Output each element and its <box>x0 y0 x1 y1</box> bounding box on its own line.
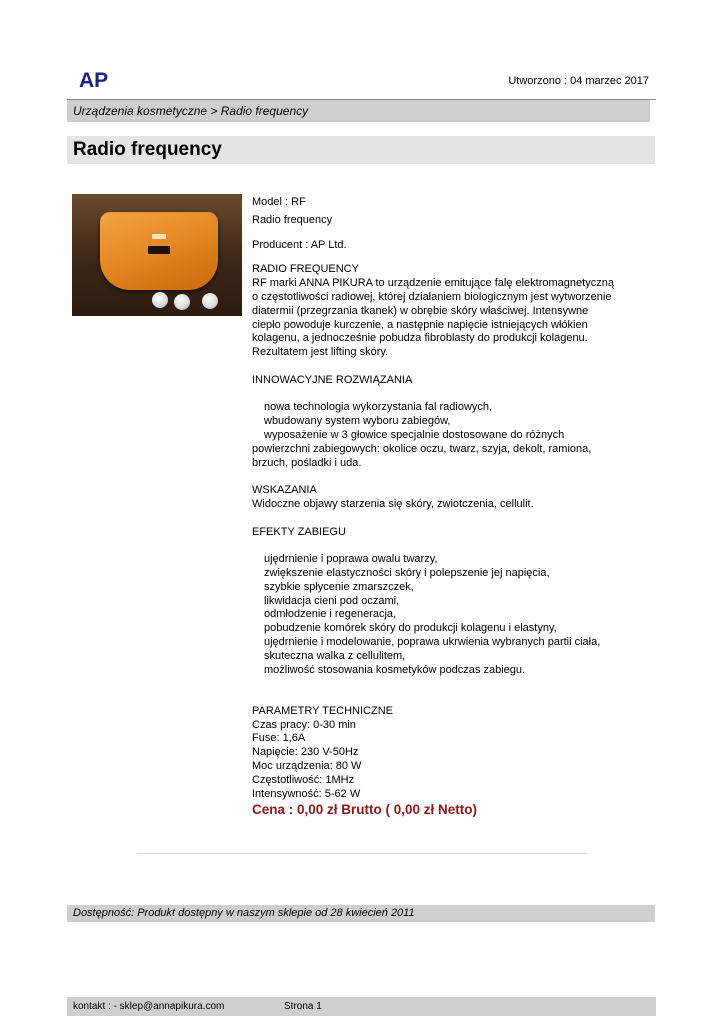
page-title: Radio frequency <box>67 136 655 164</box>
description-line: Rezultatem jest lifting skóry. <box>252 346 389 359</box>
device-display <box>148 246 170 254</box>
contact-email[interactable]: kontakt : - sklep@annapikura.com <box>73 1001 225 1012</box>
effects-heading: EFEKTY ZABIEGU <box>252 525 346 538</box>
product-details <box>252 196 632 819</box>
device-logo <box>152 234 166 239</box>
availability-bar: Dostępność: Produkt dostępny w naszym sklepie od 28 kwiecień 2011 <box>67 905 655 922</box>
param-item: Intensywność: 5-62 W <box>252 787 361 800</box>
breadcrumb: Urządzenia kosmetyczne > Radio frequency <box>67 100 650 122</box>
probe-head <box>202 293 218 309</box>
footer <box>67 997 656 1016</box>
effect-item: zwiększenie elastyczności skóry i polepszenie jej napięcia, <box>264 566 550 579</box>
description-line: ciepło powoduje kurczenie, a następnie napięcie istniejących włókien <box>252 318 588 331</box>
product-name: Radio frequency <box>252 213 333 226</box>
param-item: Częstotliwość: 1MHz <box>252 773 355 786</box>
description-line: RF marki ANNA PIKURA to urządzenie emitujące falę elektromagnetyczną <box>252 277 614 290</box>
effect-item: ujędrnienie i modelowanie, poprawa ukrwienia wybranych partii ciała, <box>264 635 601 648</box>
effect-item: pobudzenie komórek skóry do produkcji kolagenu i elastyny, <box>264 622 557 635</box>
innovation-item-cont: powierzchni zabiegowych: okolice oczu, twarz, szyja, dekolt, ramiona, <box>252 442 592 455</box>
model-line: Model : RF <box>252 196 306 208</box>
effect-item: szybkie spłycenie zmarszczek, <box>264 580 414 593</box>
page-number: Strona 1 <box>284 1001 322 1012</box>
price: Cena : 0,00 zł Brutto ( 0,00 zł Netto) <box>252 802 478 818</box>
params-heading: PARAMETRY TECHNICZNE <box>252 704 393 717</box>
param-item: Napięcie: 230 V-50Hz <box>252 746 359 759</box>
innovation-item: wyposażenie w 3 głowice specjalnie dostosowane do różnych <box>264 428 565 441</box>
created-date: Utworzono : 04 marzec 2017 <box>508 75 649 87</box>
description-line: diatermii (przegrzania tkanek) w obrębie skóry właściwej. Intensywne <box>252 304 589 317</box>
content-divider <box>137 853 587 854</box>
innovation-item-cont: brzuch, pośladki i uda. <box>252 456 362 469</box>
effect-item: skuteczna walka z cellulitem, <box>264 649 406 662</box>
effect-item: odmłodzenie i regeneracja, <box>264 608 397 621</box>
effect-item: ujędrnienie i poprawa owalu twarzy, <box>264 553 438 566</box>
innovation-item: wbudowany system wyboru zabiegów, <box>264 415 451 428</box>
indications-heading: WSKAZANIA <box>252 484 317 497</box>
probe-head <box>152 292 168 308</box>
device-body <box>100 212 218 290</box>
product-image <box>72 194 242 316</box>
param-item: Czas pracy: 0-30 min <box>252 718 356 731</box>
innovations-heading: INNOWACYJNE ROZWIĄZANIA <box>252 373 413 386</box>
innovation-item: nowa technologia wykorzystania fal radiowych, <box>264 401 493 414</box>
logo: AP <box>79 69 109 92</box>
description-line: kolagenu, a jednocześnie pobudza fibroblasty do produkcji kolagenu. <box>252 332 588 345</box>
probe-head <box>174 294 190 310</box>
producer-line: Producent : AP Ltd. <box>252 238 347 251</box>
description-line: o częstotliwości radiowej, której działaniem biologicznym jest wytworzenie <box>252 290 612 303</box>
effect-item: likwidacja cieni pod oczami, <box>264 594 400 607</box>
effect-item: możliwość stosowania kosmetyków podczas zabiegu. <box>264 663 526 676</box>
description-heading: RADIO FREQUENCY <box>252 263 359 276</box>
param-item: Moc urządzenia: 80 W <box>252 760 362 773</box>
param-item: Fuse: 1,6A <box>252 732 306 745</box>
indications-text: Widoczne objawy starzenia się skóry, zwiotczenia, cellulit. <box>252 497 534 510</box>
